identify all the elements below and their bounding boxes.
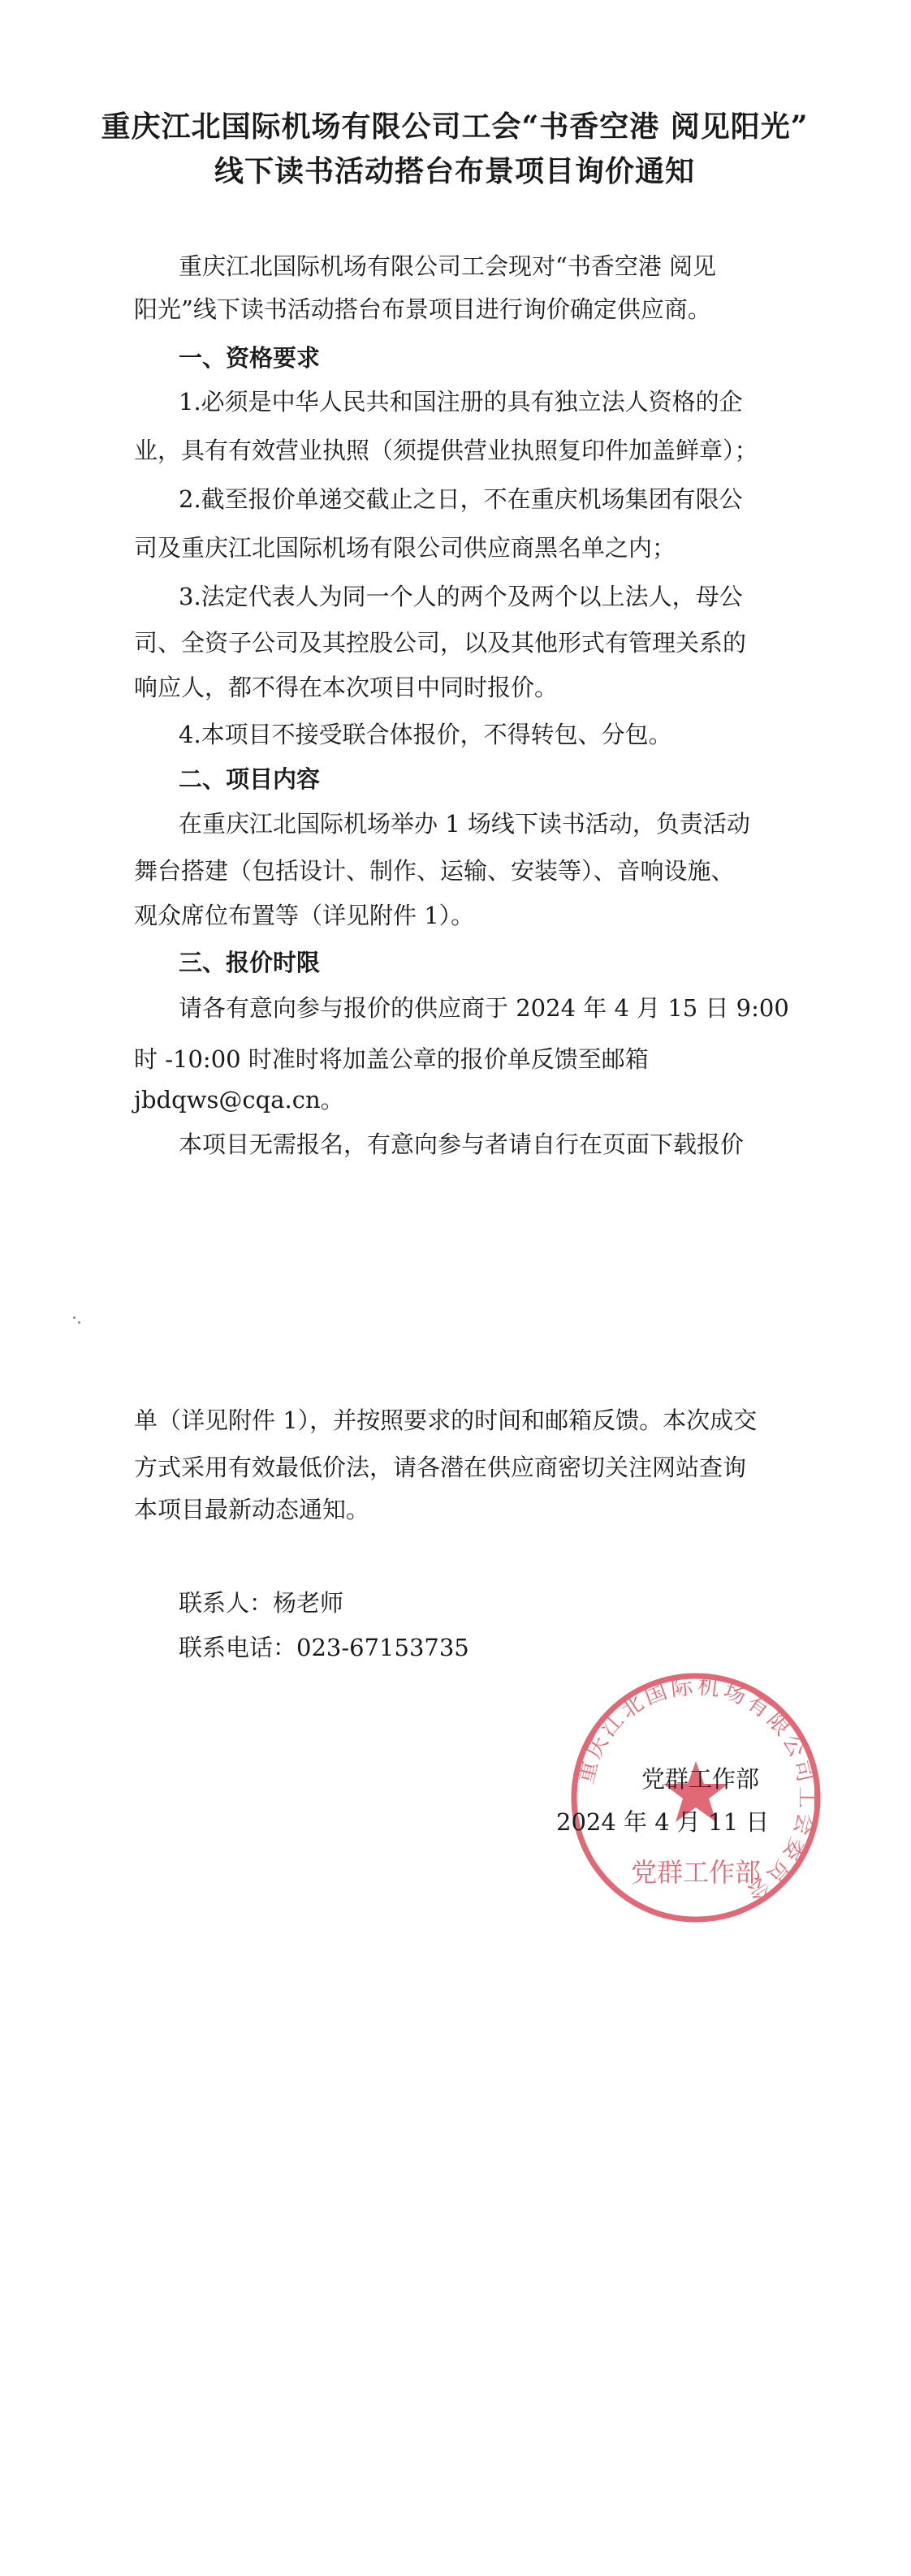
requirement-2-line-2: 司及重庆江北国际机场有限公司供应商黑名单之内； xyxy=(134,534,676,562)
issuer-name: 党群工作部 xyxy=(641,1765,760,1793)
document-title-line-2: 线下读书活动搭台布景项目询价通知 xyxy=(214,154,695,188)
section-1-heading: 一、资格要求 xyxy=(179,344,321,372)
contact-phone: 联系电话：023-67153735 xyxy=(179,1634,469,1661)
note-line-4: 本项目最新动态通知。 xyxy=(134,1496,370,1523)
deadline-line-2: 时 -10:00 时准时将加盖公章的报价单反馈至邮箱 xyxy=(134,1045,649,1073)
content-line-2: 舞台搭建（包括设计、制作、运输、安装等）、音响设施、 xyxy=(134,857,735,885)
content-line-3: 观众席位布置等（详见附件 1）。 xyxy=(134,902,475,929)
scan-speck xyxy=(73,1316,76,1319)
document-title-line-1: 重庆江北国际机场有限公司工会“书香空港 阅见阳光” xyxy=(101,110,809,144)
content-line-1: 在重庆江北国际机场举办 1 场线下读书活动，负责活动 xyxy=(179,810,750,838)
requirement-2-line-1: 2.截至报价单递交截止之日，不在重庆机场集团有限公 xyxy=(179,485,743,513)
seal-center-text: 党群工作部 xyxy=(630,1857,762,1888)
deadline-line-3-email: jbdqws@cqa.cn。 xyxy=(134,1086,344,1114)
requirement-3-line-3: 响应人，都不得在本次项目中同时报价。 xyxy=(134,674,559,701)
intro-line-1: 重庆江北国际机场有限公司工会现对“书香空港 阅见 xyxy=(179,252,717,280)
requirement-3-line-1: 3.法定代表人为同一个人的两个及两个以上法人，母公 xyxy=(179,583,743,610)
seal-ring-text: 重庆江北国际机场有限公司工会委员会 xyxy=(572,1674,820,1908)
note-line-2: 单（详见附件 1），并按照要求的时间和邮箱反馈。本次成交 xyxy=(134,1406,758,1434)
section-2-heading: 二、项目内容 xyxy=(179,765,321,793)
requirement-4-line-1: 4.本项目不接受联合体报价，不得转包、分包。 xyxy=(179,721,672,748)
official-seal xyxy=(562,1664,830,1932)
contact-person: 联系人：杨老师 xyxy=(179,1589,344,1617)
section-3-heading: 三、报价时限 xyxy=(179,949,321,976)
issue-date: 2024 年 4 月 11 日 xyxy=(556,1808,770,1836)
deadline-line-1: 请各有意向参与报价的供应商于 2024 年 4 月 15 日 9:00 xyxy=(179,994,789,1022)
note-line-3: 方式采用有效最低价法，请各潜在供应商密切关注网站查询 xyxy=(134,1454,747,1481)
requirement-1-line-1: 1.必须是中华人民共和国注册的具有独立法人资格的企 xyxy=(179,388,743,416)
requirement-3-line-2: 司、全资子公司及其控股公司，以及其他形式有管理关系的 xyxy=(134,629,747,657)
intro-line-2: 阳光”线下读书活动搭台布景项目进行询价确定供应商。 xyxy=(134,295,711,323)
note-line-1: 本项目无需报名，有意向参与者请自行在页面下载报价 xyxy=(179,1131,745,1158)
scan-speck xyxy=(78,1321,80,1324)
requirement-1-line-2: 业，具有有效营业执照（须提供营业执照复印件加盖鲜章）； xyxy=(134,437,758,464)
